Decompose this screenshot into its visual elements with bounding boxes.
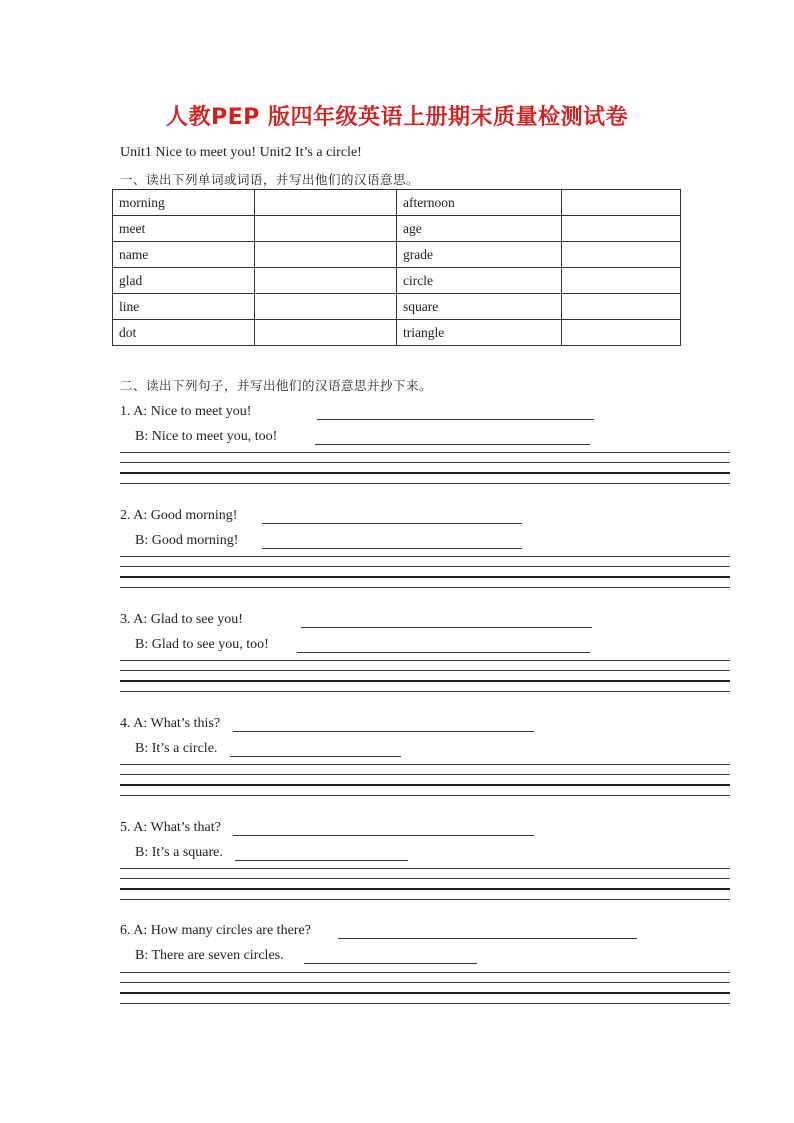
section1-heading: 一、读出下列单词或词语，并写出他们的汉语意思。 bbox=[120, 172, 420, 187]
page-title: 人教PEP 版四年级英语上册期末质量检测试卷 bbox=[166, 105, 628, 130]
answer-blank[interactable] bbox=[262, 548, 522, 549]
answer-cell[interactable] bbox=[255, 320, 397, 346]
answer-cell[interactable] bbox=[255, 216, 397, 242]
table-row bbox=[113, 320, 681, 346]
answer-blank[interactable] bbox=[235, 860, 408, 861]
answer-cell[interactable] bbox=[562, 320, 681, 346]
question-5 bbox=[120, 818, 740, 868]
word-cell: afternoon bbox=[397, 190, 562, 216]
question-b-text: B: There are seven circles. bbox=[135, 948, 284, 963]
question-b-text: B: It’s a circle. bbox=[135, 741, 218, 756]
word-cell: dot bbox=[113, 320, 255, 346]
question-1 bbox=[120, 402, 740, 452]
word-cell: age bbox=[397, 216, 562, 242]
question-b-text: B: Good morning! bbox=[135, 533, 239, 548]
table-row bbox=[113, 268, 681, 294]
question-b-text: B: Nice to meet you, too! bbox=[135, 429, 278, 444]
word-cell: meet bbox=[113, 216, 255, 242]
question-2 bbox=[120, 506, 740, 556]
answer-blank[interactable] bbox=[317, 419, 594, 420]
word-cell: triangle bbox=[397, 320, 562, 346]
answer-cell[interactable] bbox=[255, 190, 397, 216]
answer-blank[interactable] bbox=[297, 652, 590, 653]
answer-cell[interactable] bbox=[562, 242, 681, 268]
word-cell: glad bbox=[113, 268, 255, 294]
answer-cell[interactable] bbox=[255, 268, 397, 294]
question-a-text: 6. A: How many circles are there? bbox=[120, 923, 311, 938]
vocabulary-table bbox=[112, 189, 681, 346]
word-cell: name bbox=[113, 242, 255, 268]
answer-cell[interactable] bbox=[562, 216, 681, 242]
word-cell: line bbox=[113, 294, 255, 320]
table-row bbox=[113, 190, 681, 216]
answer-cell[interactable] bbox=[255, 242, 397, 268]
table-row bbox=[113, 216, 681, 242]
section2-heading: 二、读出下列句子，并写出他们的汉语意思并抄下来。 bbox=[120, 378, 433, 393]
answer-blank[interactable] bbox=[233, 731, 534, 732]
question-3 bbox=[120, 610, 740, 660]
answer-cell[interactable] bbox=[255, 294, 397, 320]
question-a-text: 5. A: What’s that? bbox=[120, 820, 221, 835]
question-6 bbox=[120, 921, 740, 971]
word-cell: square bbox=[397, 294, 562, 320]
answer-blank[interactable] bbox=[262, 523, 522, 524]
question-a-text: 3. A: Glad to see you! bbox=[120, 612, 243, 627]
word-cell: grade bbox=[397, 242, 562, 268]
answer-cell[interactable] bbox=[562, 190, 681, 216]
word-cell: circle bbox=[397, 268, 562, 294]
answer-blank[interactable] bbox=[301, 627, 592, 628]
question-b-text: B: Glad to see you, too! bbox=[135, 637, 269, 652]
answer-blank[interactable] bbox=[304, 963, 477, 964]
table-row bbox=[113, 242, 681, 268]
answer-blank[interactable] bbox=[230, 756, 401, 757]
question-a-text: 4. A: What’s this? bbox=[120, 716, 221, 731]
question-b-text: B: It’s a square. bbox=[135, 845, 223, 860]
word-cell: morning bbox=[113, 190, 255, 216]
answer-blank[interactable] bbox=[233, 835, 534, 836]
table-row bbox=[113, 294, 681, 320]
answer-blank[interactable] bbox=[338, 938, 637, 939]
question-a-text: 2. A: Good morning! bbox=[120, 508, 238, 523]
answer-cell[interactable] bbox=[562, 268, 681, 294]
unit-subtitle: Unit1 Nice to meet you! Unit2 It’s a circle! bbox=[120, 145, 362, 160]
answer-cell[interactable] bbox=[562, 294, 681, 320]
answer-blank[interactable] bbox=[315, 444, 590, 445]
question-a-text: 1. A: Nice to meet you! bbox=[120, 404, 252, 419]
question-4 bbox=[120, 714, 740, 764]
